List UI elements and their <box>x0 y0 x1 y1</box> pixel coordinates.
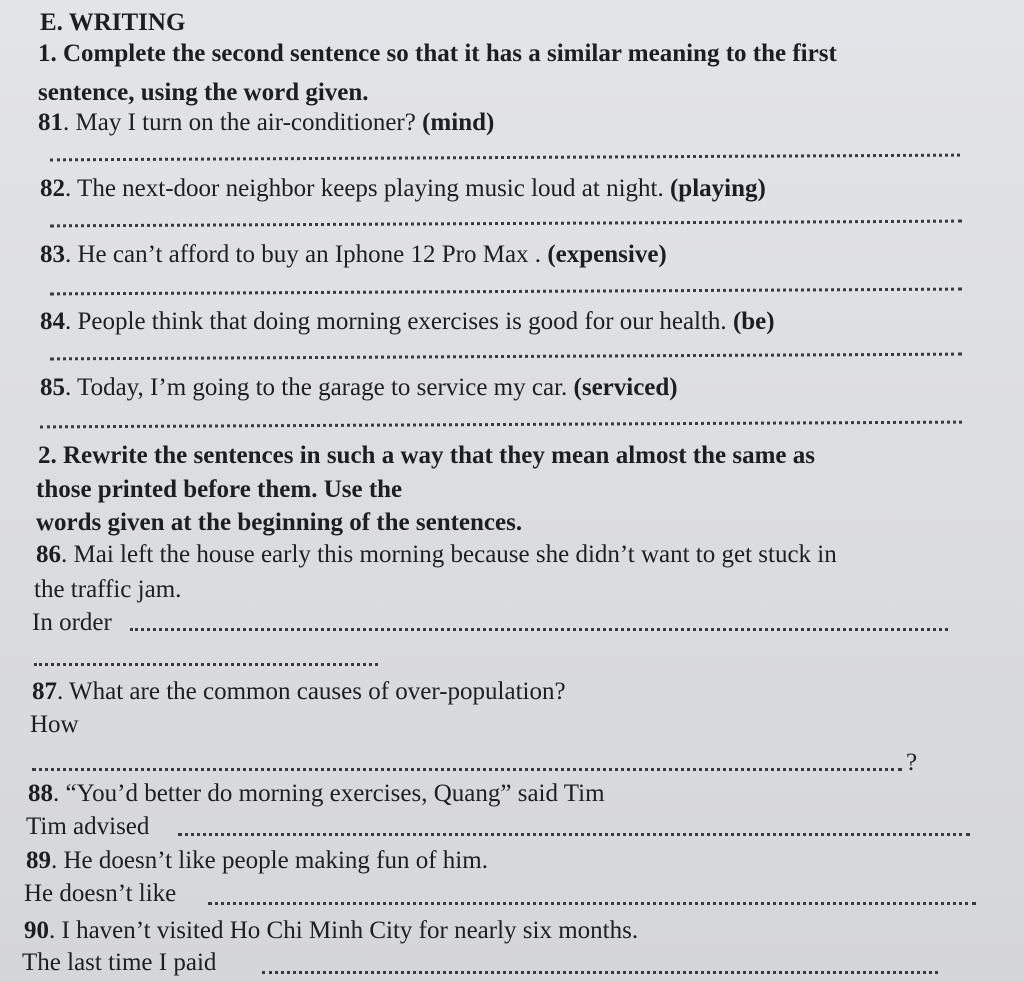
question-number: 89 <box>26 847 51 874</box>
question-82 <box>40 174 766 204</box>
question-number: 87 <box>32 678 57 705</box>
question-85 <box>40 373 678 403</box>
question-text: . People think that doing morning exercises is good for our health. <box>65 308 733 335</box>
question-number: 90 <box>24 917 49 944</box>
rewrite-prompt-90: The last time I paid <box>22 949 217 976</box>
question-text: . The next-door neighbor keeps playing music loud at night. <box>65 175 670 202</box>
question-number: 86 <box>36 541 61 568</box>
question-number: 84 <box>40 308 65 335</box>
rewrite-prompt-88: Tim advised <box>26 813 150 840</box>
question-87 <box>32 677 566 707</box>
answer-line-86-continued[interactable] <box>34 663 378 666</box>
given-word: (serviced) <box>573 374 678 401</box>
question-text: . “You’d better do morning exercises, Quang” said Tim <box>53 780 605 807</box>
question-84 <box>40 307 775 337</box>
answer-line-86[interactable] <box>130 628 948 631</box>
question-mark-87: ? <box>906 749 918 776</box>
question-83 <box>40 240 667 270</box>
answer-line-84[interactable] <box>50 353 962 361</box>
rewrite-prompt: In order <box>32 609 112 636</box>
question-text: . May I turn on the air-conditioner? <box>63 109 423 136</box>
question-86-continued: the traffic jam. <box>34 576 182 603</box>
rewrite-prompt-89: He doesn’t like <box>24 880 177 907</box>
part2-instruction-line1: 2. Rewrite the sentences in such a way that they mean almost the same as <box>38 442 815 469</box>
rewrite-86 <box>32 608 112 638</box>
question-number: 81 <box>38 109 63 136</box>
section-title: E. WRITING <box>40 9 186 36</box>
question-81 <box>38 108 494 138</box>
question-text: . What are the common causes of over-population? <box>57 678 566 705</box>
part2-instruction-line3: words given at the beginning of the sentences. <box>36 509 523 536</box>
question-86 <box>36 540 837 570</box>
answer-line-89[interactable] <box>208 902 976 905</box>
answer-line-88[interactable] <box>178 833 970 836</box>
given-word: (be) <box>732 308 775 335</box>
question-text: . He doesn’t like people making fun of him. <box>51 847 488 874</box>
question-number: 85 <box>40 374 65 401</box>
given-word: (mind) <box>422 109 495 136</box>
part1-instruction-line1: 1. Complete the second sentence so that it has a similar meaning to the first <box>38 40 837 67</box>
question-number: 88 <box>28 780 53 807</box>
answer-line-90[interactable] <box>262 971 938 974</box>
answer-line-83[interactable] <box>50 288 962 296</box>
question-number: 82 <box>40 175 65 202</box>
answer-line-85[interactable] <box>40 421 962 429</box>
given-word: (expensive) <box>547 241 667 268</box>
part1-instruction-line2: sentence, using the word given. <box>38 79 369 106</box>
question-text: . I haven’t visited Ho Chi Minh City for nearly six months. <box>49 917 639 944</box>
answer-line-81[interactable] <box>50 154 960 162</box>
question-89 <box>26 846 488 876</box>
question-text: . Mai left the house early this morning because she didn’t want to get stuck in <box>61 541 837 568</box>
answer-line-82[interactable] <box>50 220 962 228</box>
question-90 <box>24 916 638 946</box>
question-text: . Today, I’m going to the garage to service my car. <box>65 374 574 401</box>
given-word: (playing) <box>669 175 766 202</box>
rewrite-prompt-87: How <box>30 711 79 738</box>
answer-line-87[interactable] <box>32 768 902 771</box>
question-number: 83 <box>40 241 65 268</box>
part2-instruction-line2: those printed before them. Use the <box>36 476 403 503</box>
question-88 <box>28 779 605 809</box>
question-text: . He can’t afford to buy an Iphone 12 Pro Max . <box>65 241 548 268</box>
